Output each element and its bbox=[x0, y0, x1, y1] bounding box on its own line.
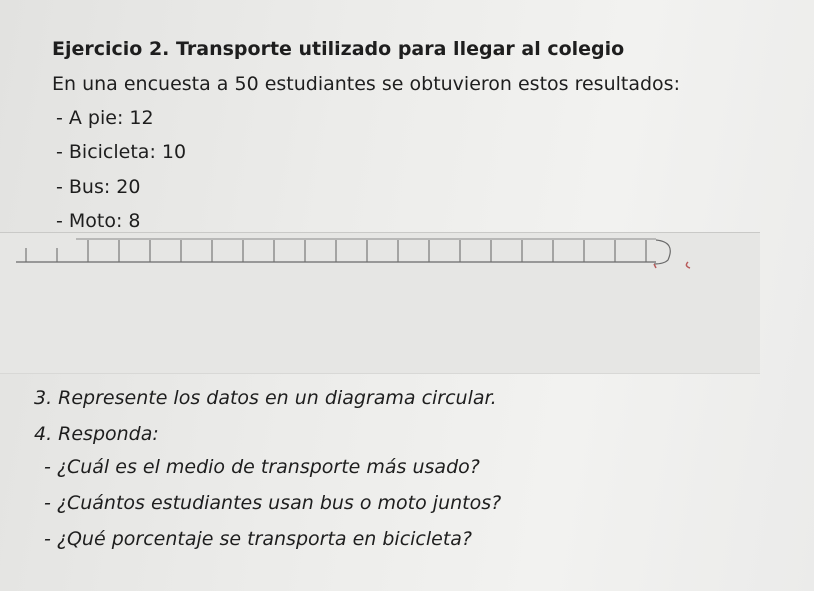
red-pen-marks bbox=[650, 256, 710, 276]
result-item-bus: - Bus: 20 bbox=[56, 176, 141, 198]
exercise-title: Ejercicio 2. Transporte utilizado para llegar al colegio bbox=[52, 38, 625, 60]
instruction-answer: 4. Responda: bbox=[34, 423, 159, 445]
result-item-bicicleta: - Bicicleta: 10 bbox=[56, 141, 187, 163]
result-item-a-pie: - A pie: 12 bbox=[56, 107, 154, 129]
question-bus-or-moto: - ¿Cuántos estudiantes usan bus o moto juntos? bbox=[44, 492, 502, 514]
result-item-moto: - Moto: 8 bbox=[56, 210, 141, 232]
question-most-used: - ¿Cuál es el medio de transporte más usado? bbox=[44, 456, 480, 478]
exercise-intro: En una encuesta a 50 estudiantes se obtuvieron estos resultados: bbox=[52, 73, 680, 95]
question-bicycle-percent: - ¿Qué porcentaje se transporta en bicicleta? bbox=[44, 528, 473, 550]
ruler-grid bbox=[16, 238, 702, 266]
instruction-represent: 3. Represente los datos en un diagrama circular. bbox=[34, 387, 497, 409]
